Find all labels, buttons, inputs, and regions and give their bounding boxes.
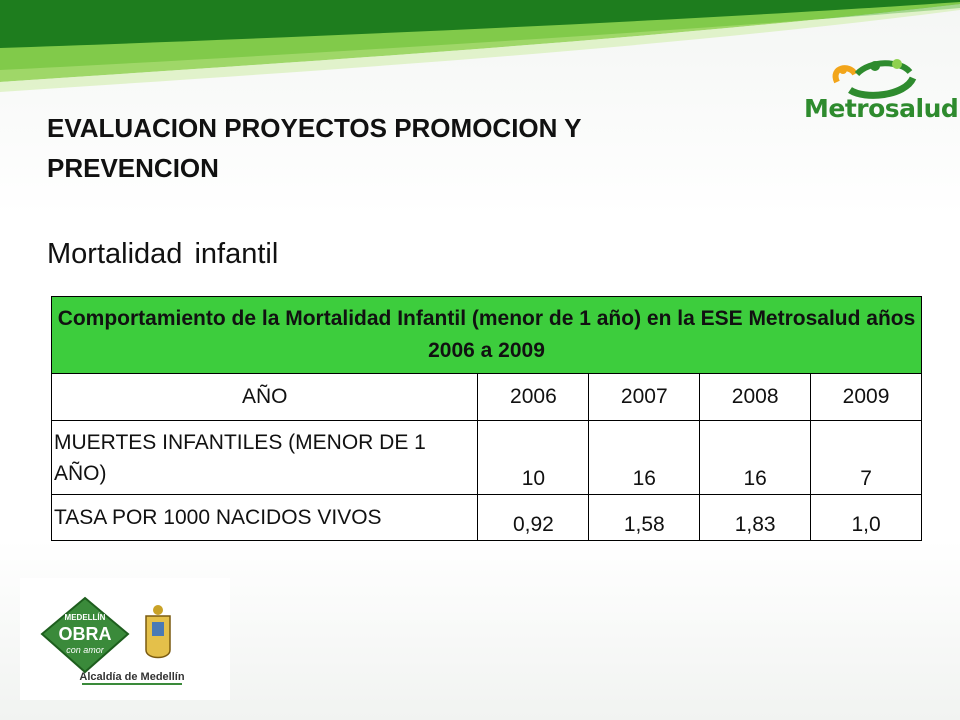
year-2009: 2009 [811, 374, 922, 421]
badge-line2: OBRA [58, 624, 112, 644]
table-cell: 0,92 [478, 495, 589, 541]
row-label: TASA POR 1000 NACIDOS VIVOS [52, 495, 478, 541]
table-cell: 7 [811, 421, 922, 495]
table-cell: 10 [478, 421, 589, 495]
row-label: MUERTES INFANTILES (MENOR DE 1 AÑO) [52, 421, 478, 495]
table-header-row [52, 374, 922, 421]
header-label: AÑO [52, 374, 478, 421]
year-2008: 2008 [700, 374, 811, 421]
badge-line3: con amor [66, 645, 104, 655]
medellin-badge-icon [20, 578, 230, 700]
year-2006: 2006 [478, 374, 589, 421]
page-subtitle: Mortalidad infantil [47, 238, 279, 270]
table-cell: 16 [589, 421, 700, 495]
table-cell: 1,58 [589, 495, 700, 541]
table-row [52, 421, 922, 495]
metrosalud-wordmark: Metrosalud [804, 94, 959, 123]
year-2007: 2007 [589, 374, 700, 421]
badge-line1: MEDELLÍN [64, 613, 106, 622]
table-caption: Comportamiento de la Mortalidad Infantil (menor de 1 año) en la ESE Metrosalud años 2006 a 2009 [52, 297, 922, 374]
footer-city: Alcaldía de Medellín [79, 671, 185, 683]
table-cell: 1,0 [811, 495, 922, 541]
table-cell: 16 [700, 421, 811, 495]
table-cell: 1,83 [700, 495, 811, 541]
mortality-table [51, 296, 922, 541]
alcaldia-medellin-logo [20, 578, 230, 700]
table-row [52, 495, 922, 541]
page-title: EVALUACION PROYECTOS PROMOCION Y PREVENCION [47, 113, 582, 183]
